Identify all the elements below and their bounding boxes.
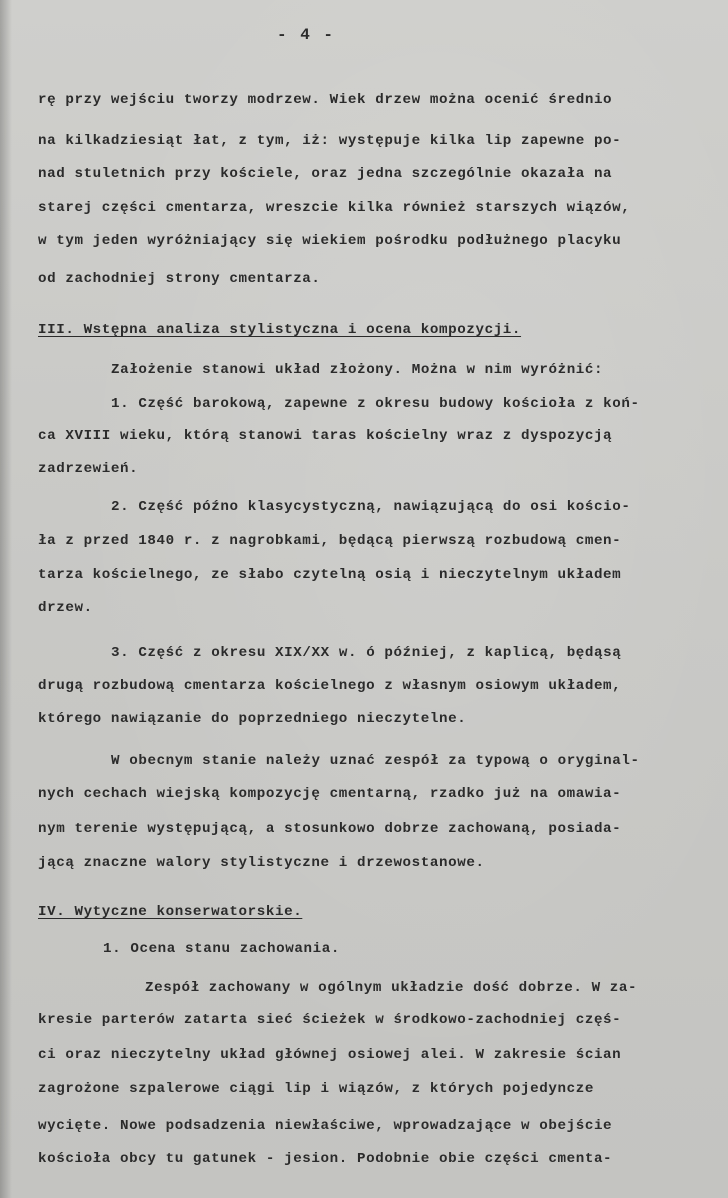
page-edge-shadow — [0, 0, 12, 1198]
page-number: - 4 - — [277, 26, 336, 44]
text-line: tarza kościelnego, ze słabo czytelną osią i nieczytelnym układem — [38, 567, 622, 583]
text-line: zadrzewień. — [38, 461, 139, 477]
text-line: ca XVIII wieku, którą stanowi taras kościelny wraz z dyspozycją — [38, 428, 613, 444]
text-line: którego nawiązanie do poprzedniego nieczytelne. — [38, 711, 467, 727]
text-line: 1. Część barokową, zapewne z okresu budowy kościoła z koń- — [111, 396, 640, 412]
text-line: ła z przed 1840 r. z nagrobkami, będącą pierwszą rozbudową cmen- — [38, 533, 622, 549]
text-line: nych cechach wiejską kompozycję cmentarną, rzadko już na omawia- — [38, 786, 622, 802]
text-line: Założenie stanowi układ złożony. Można w nim wyróżnić: — [111, 362, 604, 378]
text-line: na kilkadziesiąt łat, z tym, iż: występuje kilka lip zapewne po- — [38, 133, 622, 149]
section-heading-iv: IV. Wytyczne konserwatorskie. — [38, 904, 303, 920]
text-line: 1. Ocena stanu zachowania. — [103, 941, 340, 957]
text-line: drzew. — [38, 600, 93, 616]
text-line: 3. Część z okresu XIX/XX w. ó później, z kaplicą, będąsą — [111, 645, 622, 661]
text-line: drugą rozbudową cmentarza kościelnego z własnym osiowym układem, — [38, 678, 622, 694]
text-line: rę przy wejściu tworzy modrzew. Wiek drzew można ocenić średnio — [38, 92, 613, 108]
text-line: nym terenie występującą, a stosunkowo dobrze zachowaną, posiada- — [38, 821, 622, 837]
text-line: jącą znaczne walory stylistyczne i drzewostanowe. — [38, 855, 485, 871]
text-line: ci oraz nieczytelny układ głównej osiowej alei. W zakresie ścian — [38, 1047, 622, 1063]
section-heading-iii: III. Wstępna analiza stylistyczna i ocena kompozycji. — [38, 322, 522, 338]
text-line: nad stuletnich przy kościele, oraz jedna szczególnie okazała na — [38, 166, 613, 182]
text-line: zagrożone szpalerowe ciągi lip i wiązów, z których pojedyncze — [38, 1081, 594, 1097]
text-line: w tym jeden wyróżniający się wiekiem pośrodku podłużnego placyku — [38, 233, 622, 249]
text-line: 2. Część późno klasycystyczną, nawiązującą do osi kościo- — [111, 499, 631, 515]
text-line: starej części cmentarza, wreszcie kilka również starszych wiązów, — [38, 200, 631, 216]
text-line: W obecnym stanie należy uznać zespół za typową o oryginal- — [111, 753, 640, 769]
text-line: wycięte. Nowe podsadzenia niewłaściwe, wprowadzające w obejście — [38, 1118, 613, 1134]
text-line: kościoła obcy tu gatunek - jesion. Podobnie obie części cmenta- — [38, 1151, 613, 1167]
text-line: kresie parterów zatarta sieć ścieżek w środkowo-zachodniej częś- — [38, 1012, 622, 1028]
text-line: od zachodniej strony cmentarza. — [38, 271, 321, 287]
text-line: Zespół zachowany w ogólnym układzie dość dobrze. W za- — [145, 980, 638, 996]
